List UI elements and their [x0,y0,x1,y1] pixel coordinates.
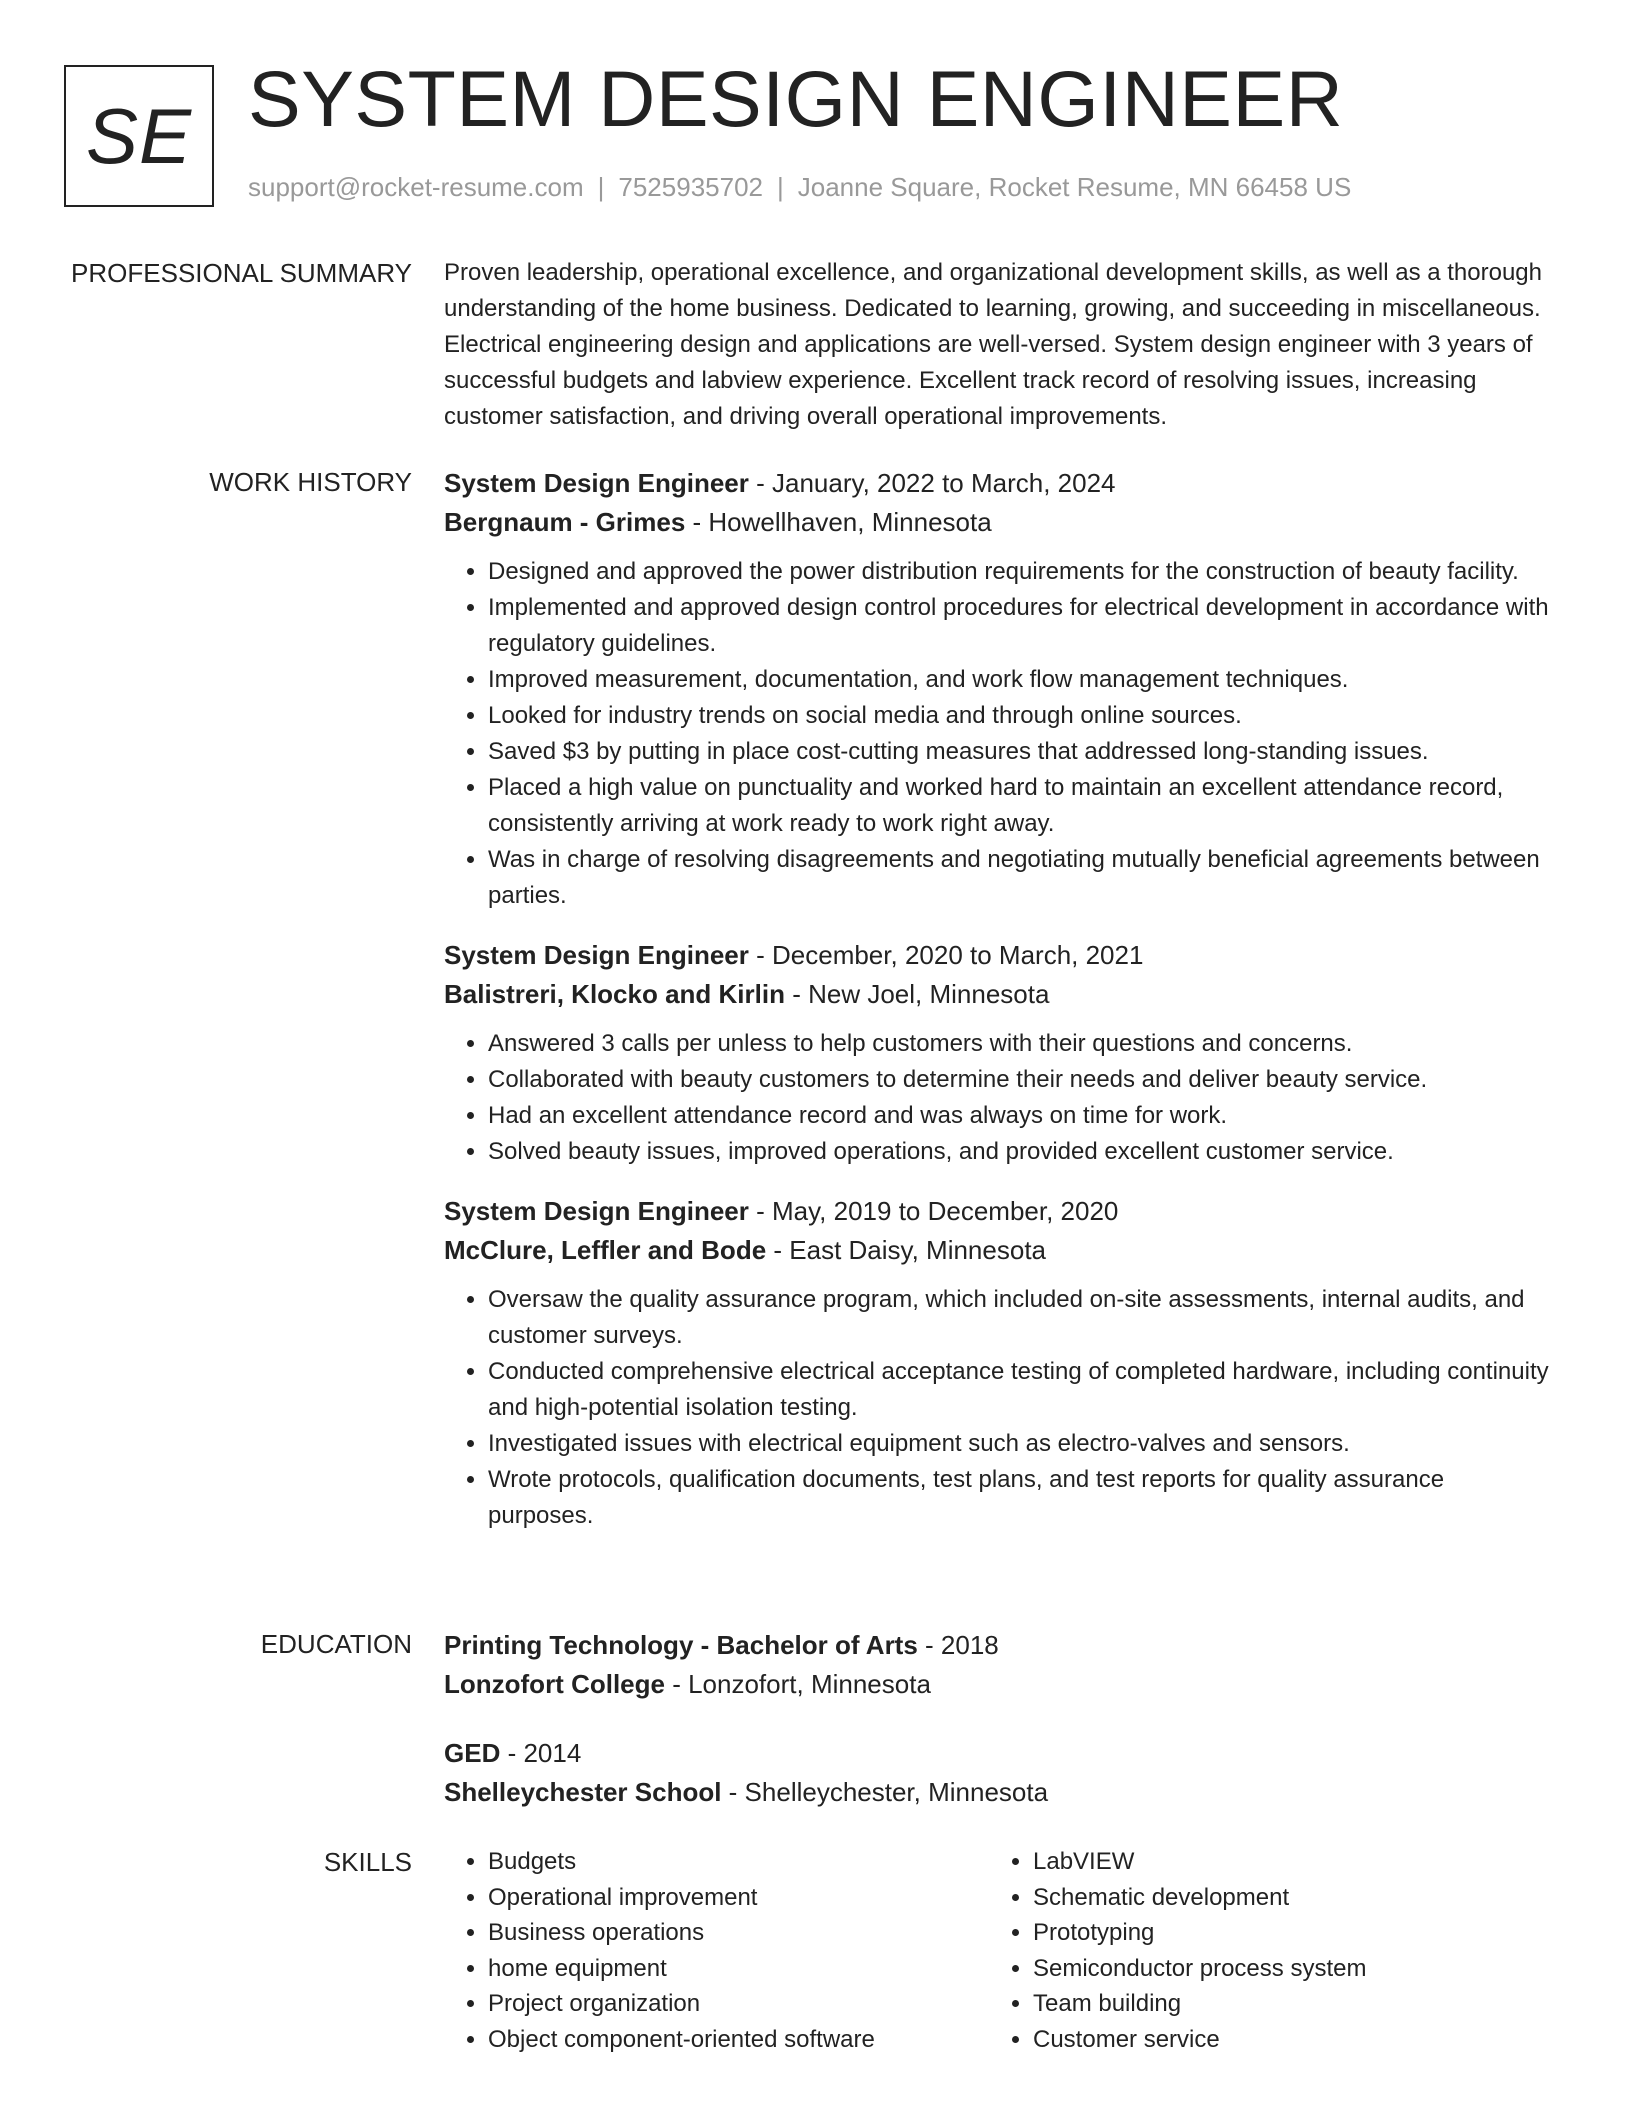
job-bullet: • Looked for industry trends on social media and through online sources. [488,698,1554,734]
skill-item: • Team building [1033,1986,1534,2022]
job-entry [444,1192,1554,1534]
resume-title: SYSTEM DESIGN ENGINEER [248,54,1344,143]
job-entry [444,464,1554,914]
job-title: System Design Engineer [444,1196,749,1226]
skill-item: • Semiconductor process system [1033,1951,1534,1987]
job-company: Balistreri, Klocko and Kirlin [444,979,785,1009]
contact-separator: | [777,172,784,202]
job-title: System Design Engineer [444,468,749,498]
contact-line [248,172,1351,203]
job-bullets [444,1282,1554,1534]
education-degree-line [444,1626,1554,1665]
job-location: - Howellhaven, Minnesota [685,507,992,537]
education-degree-line [444,1734,1554,1773]
job-dates: - May, 2019 to December, 2020 [748,1196,1119,1226]
education-year: - 2014 [500,1738,582,1768]
job-title-line [444,1192,1554,1231]
job-bullet: • Oversaw the quality assurance program, which included on-site assessments, internal audits, and customer surveys. [488,1282,1554,1354]
job-location: - New Joel, Minnesota [784,979,1050,1009]
job-dates: - January, 2022 to March, 2024 [748,468,1116,498]
section-label-skills: SKILLS [323,1847,412,1877]
education-school: Shelleychester School [444,1777,722,1807]
contact-phone: 7525935702 [618,172,763,202]
section-label-summary: PROFESSIONAL SUMMARY [71,258,412,288]
skills-columns [444,1844,1554,2057]
job-bullet: • Answered 3 calls per unless to help customers with their questions and concerns. [488,1026,1554,1062]
job-title-line [444,464,1554,503]
section-label-education: EDUCATION [260,1629,412,1659]
job-entry [444,936,1554,1170]
skill-item: • Business operations [488,1915,989,1951]
job-bullets [444,1026,1554,1170]
job-bullet: • Investigated issues with electrical equipment such as electro-valves and sensors. [488,1426,1554,1462]
job-company: Bergnaum - Grimes [444,507,686,537]
job-bullet: • Placed a high value on punctuality and worked hard to maintain an excellent attendance record, consistently arriving at work ready to work right away. [488,770,1554,842]
job-company-line [444,503,1554,542]
education-body [444,1626,1554,1812]
skill-item: • Operational improvement [488,1880,989,1916]
job-bullet: • Collaborated with beauty customers to determine their needs and deliver beauty service. [488,1062,1554,1098]
education-school: Lonzofort College [444,1669,665,1699]
job-dates: - December, 2020 to March, 2021 [748,940,1144,970]
job-company-line [444,975,1554,1014]
skill-item: • Budgets [488,1844,989,1880]
job-bullet: • Implemented and approved design control procedures for electrical development in accordance with regulatory guidelines. [488,590,1554,662]
skill-item: • LabVIEW [1033,1844,1534,1880]
skills-body [444,1844,1554,2057]
education-degree: Printing Technology - Bachelor of Arts [444,1630,918,1660]
job-bullet: • Conducted comprehensive electrical acceptance testing of completed hardware, including continuity and high-potential isolation testing. [488,1354,1554,1426]
contact-address: Joanne Square, Rocket Resume, MN 66458 US [797,172,1352,202]
contact-email: support@rocket-resume.com [248,172,584,202]
work-history-body [444,464,1554,1534]
education-degree: GED [444,1738,501,1768]
education-school-line [444,1773,1554,1812]
job-bullet: • Solved beauty issues, improved operations, and provided excellent customer service. [488,1134,1554,1170]
skills-list-right [989,1844,1534,2057]
skill-item: • Customer service [1033,2022,1534,2058]
skill-item: • Object component-oriented software [488,2022,989,2058]
education-location: - Shelleychester, Minnesota [721,1777,1049,1807]
job-bullet: • Designed and approved the power distribution requirements for the construction of beauty facility. [488,554,1554,590]
monogram-badge: SE [64,65,214,207]
job-bullet: • Was in charge of resolving disagreements and negotiating mutually beneficial agreements between parties. [488,842,1554,914]
summary-text: Proven leadership, operational excellence, and organizational development skills, as well as a thorough understanding of the home business. Dedicated to learning, growing, and succeeding in miscellaneous. Electrical engineering design and applications are well-versed. System design engineer with 3 years of successful budgets and labview experience. Excellent track record of resolving issues, increasing customer satisfaction, and driving overall operational improvements. [444,259,1542,430]
job-title: System Design Engineer [444,940,749,970]
job-bullets [444,554,1554,914]
job-bullet: • Had an excellent attendance record and was always on time for work. [488,1098,1554,1134]
section-label-work-history: WORK HISTORY [209,467,412,497]
education-entry [444,1734,1554,1812]
skill-item: • Prototyping [1033,1915,1534,1951]
job-location: - East Daisy, Minnesota [766,1235,1046,1265]
job-bullet: • Improved measurement, documentation, and work flow management techniques. [488,662,1554,698]
education-year: - 2018 [917,1630,999,1660]
education-entry [444,1626,1554,1704]
job-company-line [444,1231,1554,1270]
job-bullet: • Saved $3 by putting in place cost-cutting measures that addressed long-standing issues. [488,734,1554,770]
summary-body [444,255,1554,435]
job-bullet: • Wrote protocols, qualification documents, test plans, and test reports for quality assurance purposes. [488,1462,1554,1534]
job-title-line [444,936,1554,975]
skill-item: • home equipment [488,1951,989,1987]
education-location: - Lonzofort, Minnesota [664,1669,931,1699]
skill-item: • Project organization [488,1986,989,2022]
education-school-line [444,1665,1554,1704]
skill-item: • Schematic development [1033,1880,1534,1916]
job-company: McClure, Leffler and Bode [444,1235,767,1265]
contact-separator: | [597,172,605,202]
skills-list-left [444,1844,989,2057]
